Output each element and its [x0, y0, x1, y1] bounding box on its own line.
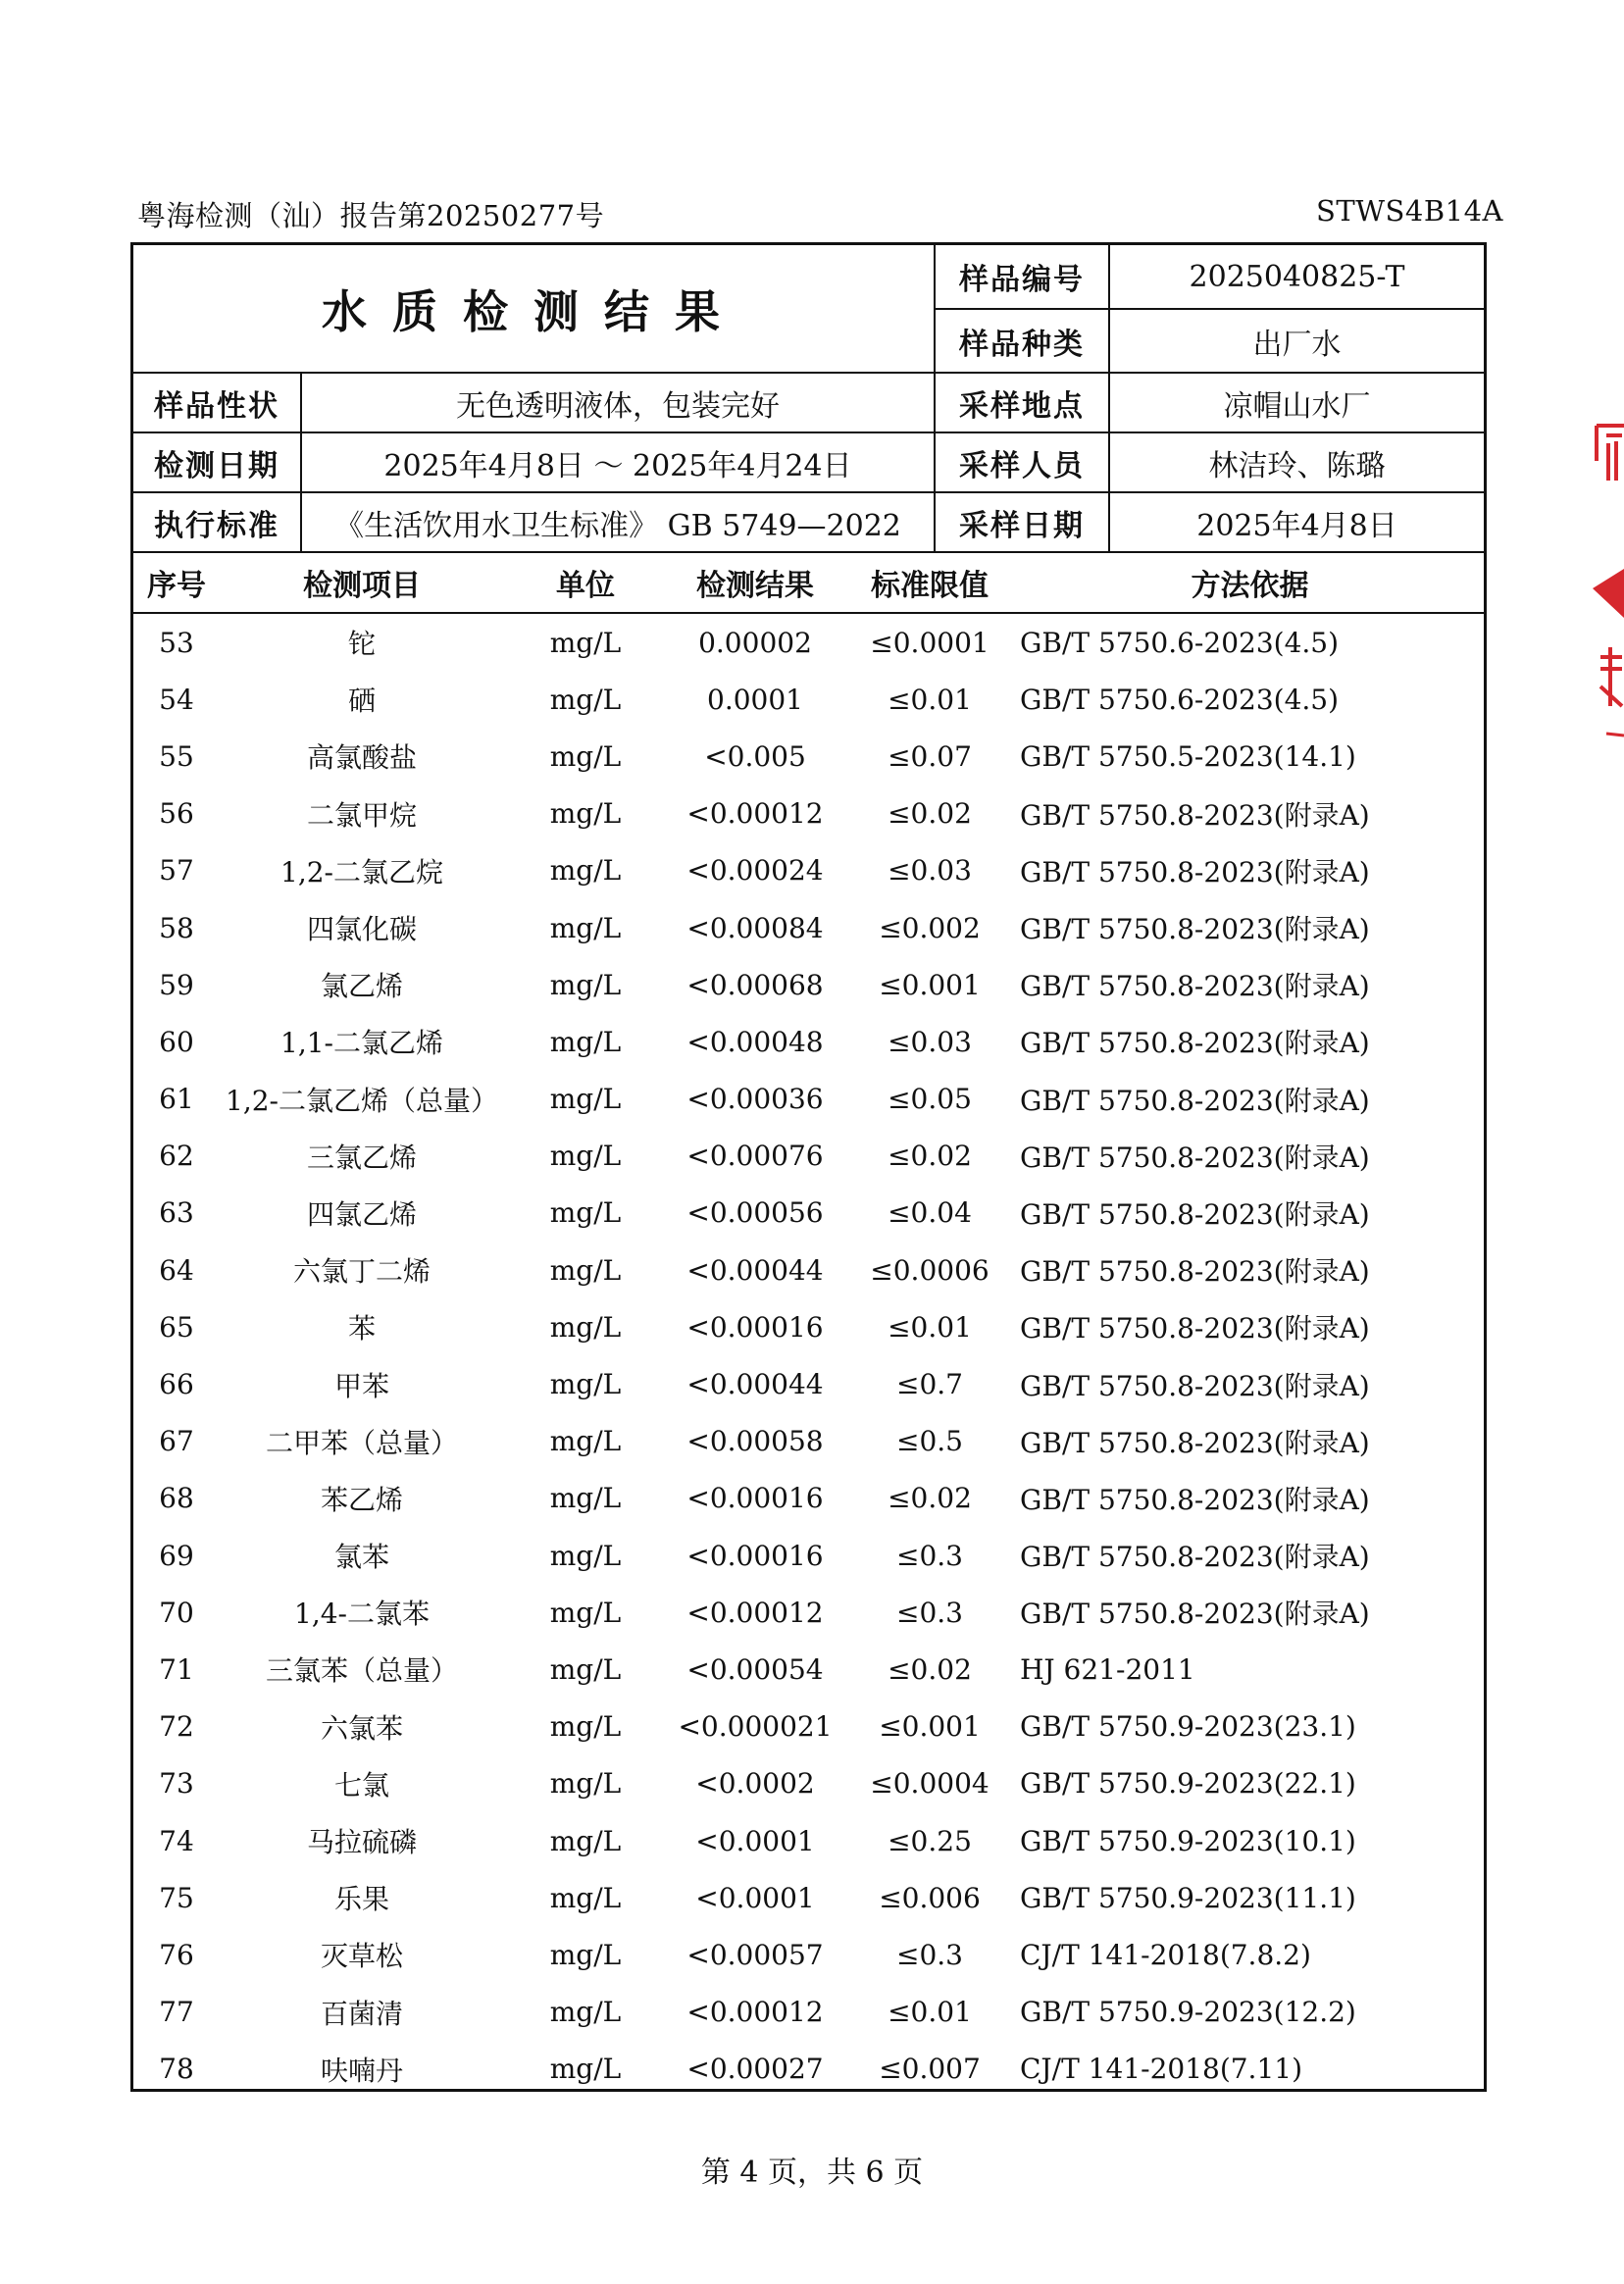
unit: mg/L [549, 1025, 622, 1058]
test-method: GB/T 5750.8-2023(附录A) [1020, 1197, 1370, 1231]
table-row [133, 1812, 1484, 1869]
unit: mg/L [549, 1652, 622, 1686]
row-number: 64 [159, 1253, 194, 1287]
row-number: 60 [159, 1025, 194, 1058]
test-item: 硒 [347, 685, 376, 718]
row-number: 55 [159, 739, 194, 773]
table-row [133, 728, 1484, 785]
unit: mg/L [549, 2053, 622, 2086]
test-result: <0.00076 [686, 1140, 824, 1173]
test-method: GB/T 5750.8-2023(附录A) [1020, 913, 1370, 946]
row-number: 57 [159, 854, 194, 888]
row-number: 62 [159, 1140, 194, 1173]
table-row [133, 1128, 1484, 1185]
unit: mg/L [549, 1767, 622, 1801]
red-seal-stamp [1587, 422, 1624, 745]
sampler-value: 林洁玲、陈璐 [1109, 432, 1484, 492]
unit: mg/L [549, 1310, 622, 1344]
standard-limit: ≤0.0004 [870, 1767, 990, 1801]
test-method: HJ 621-2011 [1020, 1652, 1195, 1686]
standard-limit: ≤0.006 [879, 1881, 981, 1914]
test-item: 三氯苯（总量） [265, 1654, 458, 1688]
test-result: <0.00056 [686, 1196, 824, 1230]
test-result: <0.0002 [695, 1767, 815, 1801]
sampling-date-value: 2025年4月8日 [1109, 492, 1484, 552]
test-method: GB/T 5750.8-2023(附录A) [1020, 1541, 1370, 1574]
test-method: GB/T 5750.8-2023(附录A) [1020, 798, 1370, 832]
test-result: <0.00044 [686, 1368, 824, 1401]
test-method: GB/T 5750.9-2023(22.1) [1020, 1767, 1356, 1801]
test-item: 六氯苯 [320, 1711, 403, 1745]
test-result: <0.000021 [678, 1710, 833, 1744]
unit: mg/L [549, 1710, 622, 1744]
unit: mg/L [549, 1996, 622, 2029]
column-header: 检测项目 [220, 553, 504, 613]
test-method: GB/T 5750.6-2023(4.5) [1020, 626, 1340, 659]
test-result: <0.00016 [686, 1539, 824, 1572]
test-item: 六氯丁二烯 [292, 1255, 431, 1289]
test-result: <0.0001 [695, 1881, 815, 1914]
table-row [133, 786, 1484, 842]
standard-limit: ≤0.07 [888, 739, 972, 773]
unit: mg/L [549, 1253, 622, 1287]
test-item: 1,4-二氯苯 [294, 1598, 430, 1631]
table-row [133, 1984, 1484, 2041]
unit: mg/L [549, 968, 622, 1001]
table-row [133, 1584, 1484, 1641]
test-item: 百菌清 [320, 1997, 403, 2030]
test-method: GB/T 5750.8-2023(附录A) [1020, 1483, 1370, 1516]
standard-limit: ≤0.03 [888, 1025, 972, 1058]
test-item: 氯苯 [333, 1541, 389, 1574]
table-row [133, 1926, 1484, 1983]
sample-no-value: 2025040825-T [1109, 245, 1484, 309]
standard-value: 《生活饮用水卫生标准》 GB 5749—2022 [301, 492, 935, 552]
test-item: 二氯甲烷 [306, 798, 417, 832]
row-number: 71 [159, 1652, 194, 1686]
table-row [133, 1185, 1484, 1242]
test-item: 1,2-二氯乙烷 [280, 855, 443, 888]
unit: mg/L [549, 1938, 622, 1971]
sampling-site-label: 采样地点 [935, 373, 1109, 432]
test-method: GB/T 5750.9-2023(12.2) [1020, 1996, 1356, 2029]
standard-limit: ≤0.02 [888, 1652, 972, 1686]
standard-limit: ≤0.5 [896, 1425, 963, 1458]
table-row [133, 1641, 1484, 1698]
standard-limit: ≤0.04 [888, 1196, 972, 1230]
test-item: 四氯乙烯 [306, 1197, 417, 1231]
test-result: <0.00016 [686, 1310, 824, 1344]
standard-limit: ≤0.02 [888, 1140, 972, 1173]
column-header: 序号 [133, 553, 220, 613]
test-method: GB/T 5750.9-2023(10.1) [1020, 1824, 1356, 1857]
unit: mg/L [549, 1824, 622, 1857]
test-result: <0.00012 [686, 1996, 824, 2029]
table-row [133, 899, 1484, 956]
standard-label: 执行标准 [133, 492, 301, 552]
row-number: 76 [159, 1938, 194, 1971]
row-number: 53 [159, 626, 194, 659]
test-item: 乐果 [333, 1883, 389, 1916]
test-method: GB/T 5750.9-2023(11.1) [1020, 1881, 1356, 1914]
standard-limit: ≤0.3 [896, 1539, 963, 1572]
row-number: 70 [159, 1596, 194, 1629]
test-item: 甲苯 [333, 1369, 389, 1402]
sample-info-table [133, 245, 1484, 553]
test-method: GB/T 5750.8-2023(附录A) [1020, 1141, 1370, 1174]
table-row [133, 1413, 1484, 1470]
row-number: 68 [159, 1482, 194, 1515]
row-number: 58 [159, 911, 194, 944]
test-item: 氯乙烯 [320, 970, 403, 1003]
row-number: 74 [159, 1824, 194, 1857]
test-item: 七氯 [333, 1768, 389, 1802]
standard-limit: ≤0.02 [888, 797, 972, 831]
test-result: <0.0001 [695, 1824, 815, 1857]
test-result: <0.00054 [686, 1652, 824, 1686]
test-result: <0.00027 [686, 2053, 824, 2086]
test-method: CJ/T 141-2018(7.11) [1020, 2053, 1303, 2086]
test-result: 0.00002 [698, 626, 812, 659]
unit: mg/L [549, 683, 622, 716]
test-item: 高氯酸盐 [306, 741, 417, 775]
sampling-site-value: 凉帽山水厂 [1109, 373, 1484, 432]
report-number: 粤海检测（汕）报告第20250277号 [137, 199, 605, 232]
page-title: 水质检测结果 [322, 284, 745, 338]
table-row [133, 1242, 1484, 1298]
column-header: 方法依据 [1016, 553, 1484, 613]
standard-limit: ≤0.3 [896, 1938, 963, 1971]
test-item: 灭草松 [320, 1940, 403, 1973]
test-item: 呋喃丹 [320, 2054, 403, 2087]
row-number: 75 [159, 1881, 194, 1914]
standard-limit: ≤0.03 [888, 854, 972, 888]
row-number: 73 [159, 1767, 194, 1801]
test-method: CJ/T 141-2018(7.8.2) [1020, 1938, 1311, 1971]
results-body [133, 613, 1484, 2098]
unit: mg/L [549, 1482, 622, 1515]
test-method: GB/T 5750.8-2023(附录A) [1020, 1598, 1370, 1631]
unit: mg/L [549, 911, 622, 944]
test-method: GB/T 5750.8-2023(附录A) [1020, 855, 1370, 888]
test-method: GB/T 5750.8-2023(附录A) [1020, 1426, 1370, 1459]
test-result: 0.0001 [707, 683, 803, 716]
unit: mg/L [549, 1539, 622, 1572]
standard-limit: ≤0.0006 [870, 1253, 990, 1287]
test-result: <0.005 [704, 739, 806, 773]
unit: mg/L [549, 1425, 622, 1458]
results-header-row [133, 553, 1484, 613]
sample-type-value: 出厂水 [1109, 309, 1484, 373]
test-method: GB/T 5750.9-2023(23.1) [1020, 1710, 1356, 1744]
row-number: 69 [159, 1539, 194, 1572]
table-row [133, 1755, 1484, 1812]
standard-limit: ≤0.3 [896, 1596, 963, 1629]
test-result: <0.00024 [686, 854, 824, 888]
table-row [133, 1869, 1484, 1926]
test-item: 1,1-二氯乙烯 [280, 1027, 443, 1060]
row-number: 61 [159, 1083, 194, 1116]
unit: mg/L [549, 854, 622, 888]
unit: mg/L [549, 1083, 622, 1116]
table-row [133, 1470, 1484, 1527]
row-number: 66 [159, 1368, 194, 1401]
test-result: <0.00012 [686, 1596, 824, 1629]
test-method: GB/T 5750.8-2023(附录A) [1020, 1027, 1370, 1060]
test-item: 铊 [347, 628, 376, 661]
unit: mg/L [549, 1196, 622, 1230]
unit: mg/L [549, 1140, 622, 1173]
standard-limit: ≤0.01 [888, 1996, 972, 2029]
test-item: 马拉硫磷 [306, 1826, 417, 1859]
standard-limit: ≤0.002 [879, 911, 981, 944]
test-item: 1,2-二氯乙烯（总量） [226, 1084, 498, 1117]
test-method: GB/T 5750.8-2023(附录A) [1020, 1312, 1370, 1345]
column-header: 单位 [504, 553, 667, 613]
table-row [133, 1699, 1484, 1755]
table-row [133, 613, 1484, 671]
table-row [133, 1355, 1484, 1412]
result-table-frame [130, 242, 1487, 2092]
table-row [133, 1071, 1484, 1128]
table-row [133, 1298, 1484, 1355]
test-date-label: 检测日期 [133, 432, 301, 492]
standard-limit: ≤0.25 [888, 1824, 972, 1857]
row-number: 77 [159, 1996, 194, 2029]
test-method: GB/T 5750.8-2023(附录A) [1020, 1084, 1370, 1117]
row-number: 56 [159, 797, 194, 831]
unit: mg/L [549, 1881, 622, 1914]
sample-no-label: 样品编号 [935, 245, 1109, 309]
sample-state-label: 样品性状 [133, 373, 301, 432]
sample-type-label: 样品种类 [935, 309, 1109, 373]
table-row [133, 1013, 1484, 1070]
unit: mg/L [549, 739, 622, 773]
table-row [133, 842, 1484, 899]
table-row [133, 2041, 1484, 2098]
row-number: 65 [159, 1310, 194, 1344]
test-result: <0.00048 [686, 1025, 824, 1058]
page-number: 第 4 页，共 6 页 [700, 2156, 924, 2190]
test-item: 二甲苯（总量） [265, 1426, 458, 1459]
standard-limit: ≤0.05 [888, 1083, 972, 1116]
standard-limit: ≤0.7 [896, 1368, 963, 1401]
test-method: GB/T 5750.8-2023(附录A) [1020, 1369, 1370, 1402]
sampler-label: 采样人员 [935, 432, 1109, 492]
standard-limit: ≤0.01 [888, 683, 972, 716]
test-date-value: 2025年4月8日 ～ 2025年4月24日 [301, 432, 935, 492]
test-result: <0.00084 [686, 911, 824, 944]
standard-limit: ≤0.001 [879, 1710, 981, 1744]
test-item: 苯乙烯 [320, 1483, 403, 1516]
test-method: GB/T 5750.6-2023(4.5) [1020, 683, 1340, 716]
test-item: 三氯乙烯 [306, 1141, 417, 1174]
table-row [133, 956, 1484, 1013]
test-result: <0.00044 [686, 1253, 824, 1287]
row-number: 78 [159, 2053, 194, 2086]
test-result: <0.00016 [686, 1482, 824, 1515]
row-number: 67 [159, 1425, 194, 1458]
row-number: 59 [159, 968, 194, 1001]
row-number: 63 [159, 1196, 194, 1230]
results-table [133, 553, 1484, 2098]
standard-limit: ≤0.01 [888, 1310, 972, 1344]
unit: mg/L [549, 626, 622, 659]
test-method: GB/T 5750.8-2023(附录A) [1020, 1255, 1370, 1289]
test-method: GB/T 5750.8-2023(附录A) [1020, 970, 1370, 1003]
test-result: <0.00057 [686, 1938, 824, 1971]
column-header: 标准限值 [843, 553, 1016, 613]
row-number: 54 [159, 683, 194, 716]
test-item: 四氯化碳 [306, 913, 417, 946]
test-result: <0.00012 [686, 797, 824, 831]
row-number: 72 [159, 1710, 194, 1744]
sample-state-value: 无色透明液体，包装完好 [301, 373, 935, 432]
test-result: <0.00068 [686, 968, 824, 1001]
standard-limit: ≤0.0001 [870, 626, 990, 659]
standard-limit: ≤0.001 [879, 968, 981, 1001]
unit: mg/L [549, 797, 622, 831]
sampling-date-label: 采样日期 [935, 492, 1109, 552]
test-item: 苯 [347, 1312, 376, 1345]
document-code: STWS4B14A [1316, 194, 1503, 228]
standard-limit: ≤0.007 [879, 2053, 981, 2086]
column-header: 检测结果 [667, 553, 843, 613]
test-method: GB/T 5750.5-2023(14.1) [1020, 739, 1356, 773]
unit: mg/L [549, 1596, 622, 1629]
table-row [133, 671, 1484, 728]
standard-limit: ≤0.02 [888, 1482, 972, 1515]
test-result: <0.00058 [686, 1425, 824, 1458]
table-row [133, 1527, 1484, 1584]
test-result: <0.00036 [686, 1083, 824, 1116]
unit: mg/L [549, 1368, 622, 1401]
